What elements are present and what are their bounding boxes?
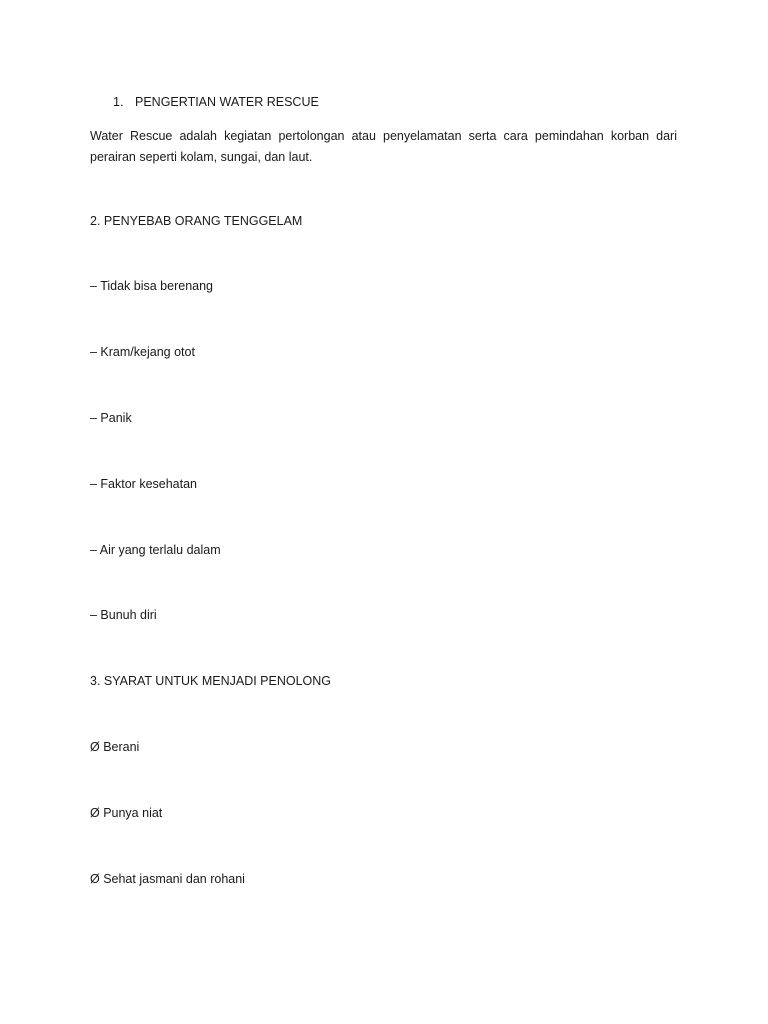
section3-title: 3. SYARAT UNTUK MENJADI PENOLONG (90, 674, 332, 688)
cause-item: – Kram/kejang otot (90, 345, 195, 359)
cause-item: – Tidak bisa berenang (90, 279, 214, 293)
cause-item: – Panik (90, 411, 132, 425)
cause-item: – Bunuh diri (90, 608, 157, 622)
section2-title: 2. PENYEBAB ORANG TENGGELAM (90, 214, 303, 228)
section1-title: PENGERTIAN WATER RESCUE (135, 95, 319, 109)
section1-number: 1. (113, 95, 124, 109)
requirement-item: Ø Berani (90, 740, 140, 754)
cause-item: – Air yang terlalu dalam (90, 543, 221, 557)
cause-item: – Faktor kesehatan (90, 477, 198, 491)
requirement-item: Ø Punya niat (90, 806, 163, 820)
section1-heading (113, 94, 319, 110)
section1-paragraph: Water Rescue adalah kegiatan pertolongan atau penyelamatan serta cara pemindahan korban dari perairan seperti kolam, sungai, dan laut. (90, 129, 677, 164)
requirement-item: Ø Sehat jasmani dan rohani (90, 872, 245, 886)
